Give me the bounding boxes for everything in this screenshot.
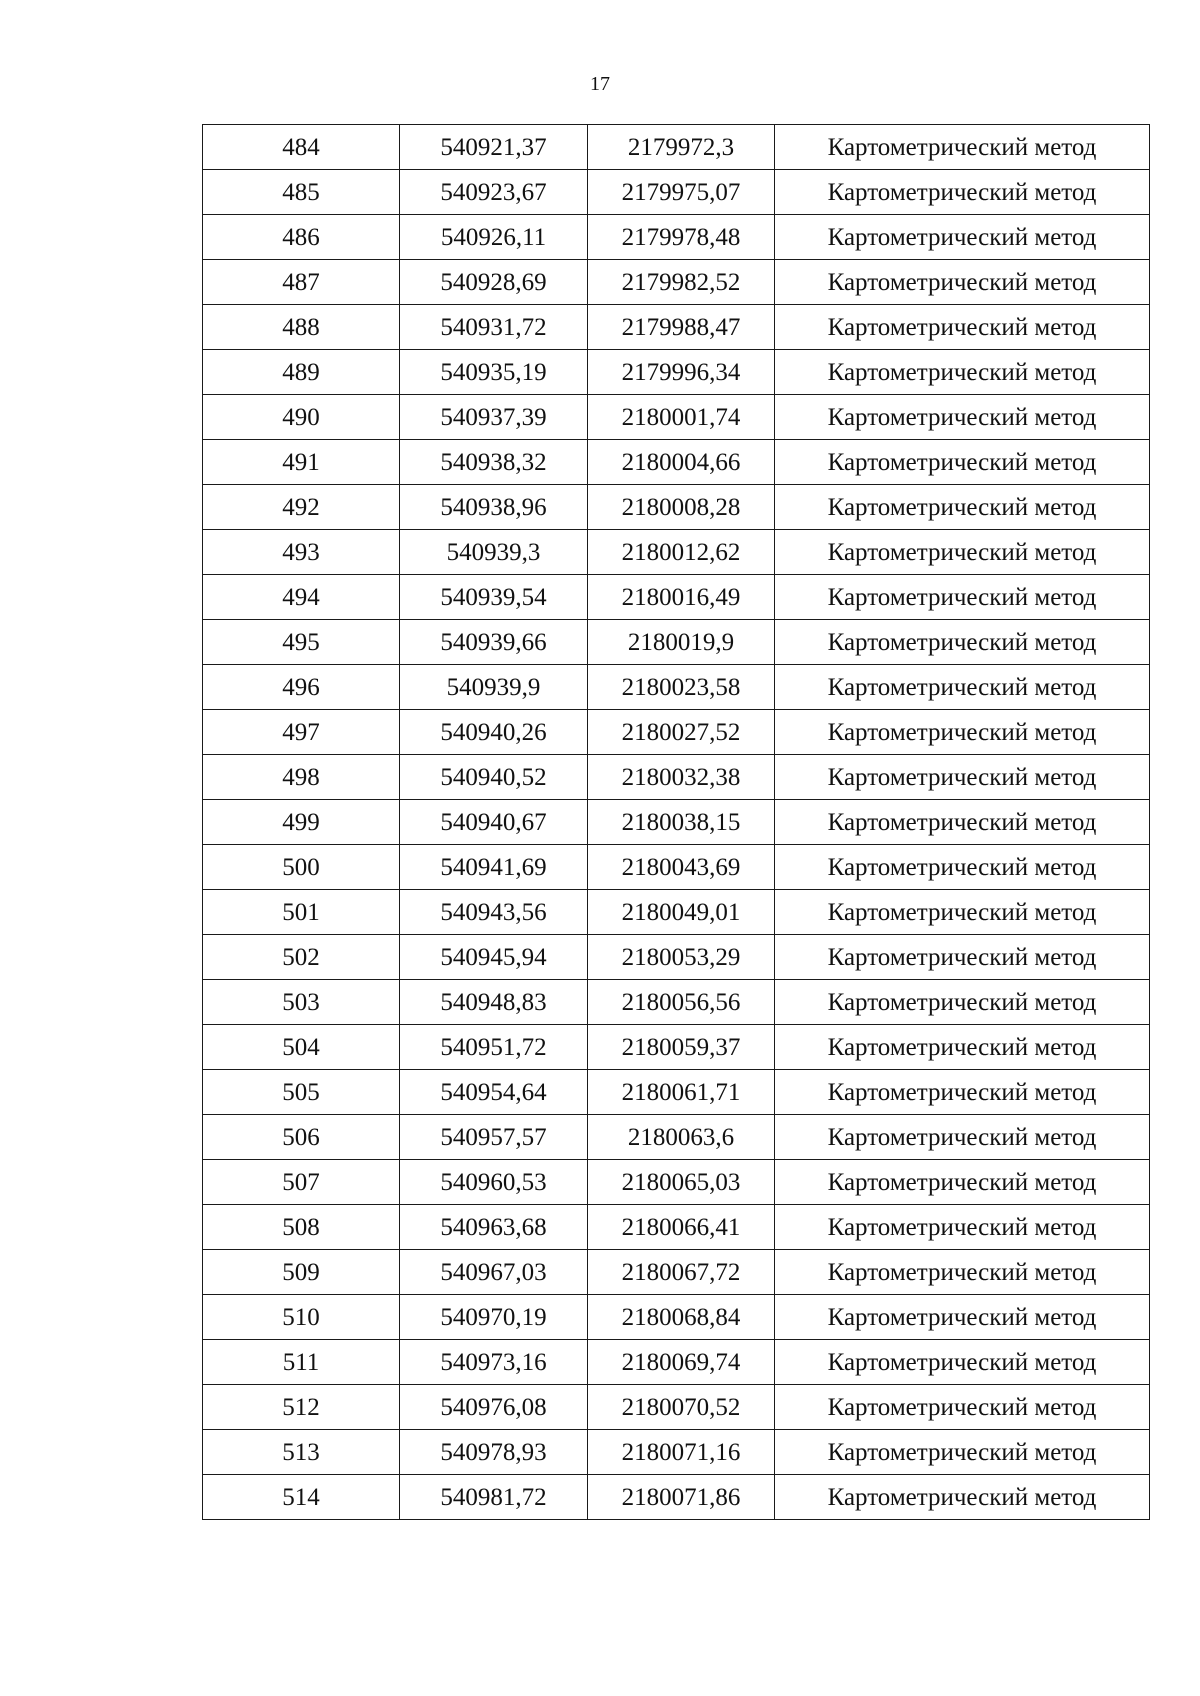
y-coordinate-cell: 2180038,15 (588, 800, 775, 845)
y-coordinate-cell: 2180068,84 (588, 1295, 775, 1340)
x-coordinate-cell: 540938,96 (400, 485, 588, 530)
x-coordinate-cell: 540943,56 (400, 890, 588, 935)
table-row (203, 710, 1150, 755)
y-coordinate-cell: 2180067,72 (588, 1250, 775, 1295)
point-number-cell: 512 (203, 1385, 400, 1430)
y-coordinate-cell: 2180059,37 (588, 1025, 775, 1070)
y-coordinate-cell: 2179978,48 (588, 215, 775, 260)
x-coordinate-cell: 540967,03 (400, 1250, 588, 1295)
method-cell: Картометрический метод (775, 260, 1150, 305)
method-cell: Картометрический метод (775, 935, 1150, 980)
table-row (203, 350, 1150, 395)
point-number-cell: 492 (203, 485, 400, 530)
method-cell: Картометрический метод (775, 665, 1150, 710)
table-row (203, 755, 1150, 800)
point-number-cell: 506 (203, 1115, 400, 1160)
y-coordinate-cell: 2180027,52 (588, 710, 775, 755)
point-number-cell: 502 (203, 935, 400, 980)
y-coordinate-cell: 2180016,49 (588, 575, 775, 620)
method-cell: Картометрический метод (775, 1160, 1150, 1205)
table-row (203, 1115, 1150, 1160)
table-row (203, 215, 1150, 260)
table-row (203, 305, 1150, 350)
x-coordinate-cell: 540973,16 (400, 1340, 588, 1385)
x-coordinate-cell: 540970,19 (400, 1295, 588, 1340)
x-coordinate-cell: 540976,08 (400, 1385, 588, 1430)
method-cell: Картометрический метод (775, 350, 1150, 395)
y-coordinate-cell: 2180070,52 (588, 1385, 775, 1430)
point-number-cell: 510 (203, 1295, 400, 1340)
table-row (203, 1385, 1150, 1430)
x-coordinate-cell: 540941,69 (400, 845, 588, 890)
table-row (203, 575, 1150, 620)
method-cell: Картометрический метод (775, 755, 1150, 800)
point-number-cell: 494 (203, 575, 400, 620)
point-number-cell: 505 (203, 1070, 400, 1115)
point-number-cell: 486 (203, 215, 400, 260)
method-cell: Картометрический метод (775, 575, 1150, 620)
method-cell: Картометрический метод (775, 1430, 1150, 1475)
table-row (203, 800, 1150, 845)
method-cell: Картометрический метод (775, 800, 1150, 845)
point-number-cell: 484 (203, 125, 400, 170)
y-coordinate-cell: 2180056,56 (588, 980, 775, 1025)
x-coordinate-cell: 540939,54 (400, 575, 588, 620)
table-row (203, 1250, 1150, 1295)
y-coordinate-cell: 2180071,16 (588, 1430, 775, 1475)
x-coordinate-cell: 540981,72 (400, 1475, 588, 1520)
y-coordinate-cell: 2179975,07 (588, 170, 775, 215)
y-coordinate-cell: 2179988,47 (588, 305, 775, 350)
point-number-cell: 504 (203, 1025, 400, 1070)
table-row (203, 1430, 1150, 1475)
method-cell: Картометрический метод (775, 1115, 1150, 1160)
y-coordinate-cell: 2180019,9 (588, 620, 775, 665)
point-number-cell: 485 (203, 170, 400, 215)
point-number-cell: 493 (203, 530, 400, 575)
method-cell: Картометрический метод (775, 170, 1150, 215)
y-coordinate-cell: 2180065,03 (588, 1160, 775, 1205)
y-coordinate-cell: 2180066,41 (588, 1205, 775, 1250)
method-cell: Картометрический метод (775, 1070, 1150, 1115)
y-coordinate-cell: 2180071,86 (588, 1475, 775, 1520)
point-number-cell: 490 (203, 395, 400, 440)
x-coordinate-cell: 540939,3 (400, 530, 588, 575)
x-coordinate-cell: 540926,11 (400, 215, 588, 260)
x-coordinate-cell: 540948,83 (400, 980, 588, 1025)
method-cell: Картометрический метод (775, 395, 1150, 440)
y-coordinate-cell: 2180061,71 (588, 1070, 775, 1115)
x-coordinate-cell: 540963,68 (400, 1205, 588, 1250)
y-coordinate-cell: 2180012,62 (588, 530, 775, 575)
point-number-cell: 507 (203, 1160, 400, 1205)
table-row (203, 485, 1150, 530)
table-row (203, 1340, 1150, 1385)
x-coordinate-cell: 540928,69 (400, 260, 588, 305)
table-row (203, 1025, 1150, 1070)
table-row (203, 1160, 1150, 1205)
point-number-cell: 498 (203, 755, 400, 800)
method-cell: Картометрический метод (775, 845, 1150, 890)
method-cell: Картометрический метод (775, 305, 1150, 350)
table-row (203, 935, 1150, 980)
method-cell: Картометрический метод (775, 1295, 1150, 1340)
y-coordinate-cell: 2180004,66 (588, 440, 775, 485)
point-number-cell: 508 (203, 1205, 400, 1250)
table-row (203, 980, 1150, 1025)
method-cell: Картометрический метод (775, 440, 1150, 485)
table-row (203, 260, 1150, 305)
table-row (203, 890, 1150, 935)
y-coordinate-cell: 2180053,29 (588, 935, 775, 980)
point-number-cell: 499 (203, 800, 400, 845)
point-number-cell: 496 (203, 665, 400, 710)
table-row (203, 395, 1150, 440)
y-coordinate-cell: 2180063,6 (588, 1115, 775, 1160)
y-coordinate-cell: 2180049,01 (588, 890, 775, 935)
method-cell: Картометрический метод (775, 125, 1150, 170)
coordinates-table (202, 124, 1150, 1520)
method-cell: Картометрический метод (775, 890, 1150, 935)
point-number-cell: 495 (203, 620, 400, 665)
x-coordinate-cell: 540978,93 (400, 1430, 588, 1475)
point-number-cell: 497 (203, 710, 400, 755)
y-coordinate-cell: 2180043,69 (588, 845, 775, 890)
table-row (203, 170, 1150, 215)
y-coordinate-cell: 2180069,74 (588, 1340, 775, 1385)
y-coordinate-cell: 2179996,34 (588, 350, 775, 395)
x-coordinate-cell: 540938,32 (400, 440, 588, 485)
x-coordinate-cell: 540937,39 (400, 395, 588, 440)
point-number-cell: 489 (203, 350, 400, 395)
table-row (203, 125, 1150, 170)
method-cell: Картометрический метод (775, 1250, 1150, 1295)
table-row (203, 1475, 1150, 1520)
table-row (203, 530, 1150, 575)
x-coordinate-cell: 540923,67 (400, 170, 588, 215)
x-coordinate-cell: 540954,64 (400, 1070, 588, 1115)
y-coordinate-cell: 2180008,28 (588, 485, 775, 530)
x-coordinate-cell: 540939,66 (400, 620, 588, 665)
point-number-cell: 501 (203, 890, 400, 935)
table-row (203, 665, 1150, 710)
method-cell: Картометрический метод (775, 530, 1150, 575)
point-number-cell: 514 (203, 1475, 400, 1520)
x-coordinate-cell: 540945,94 (400, 935, 588, 980)
table-row (203, 1205, 1150, 1250)
method-cell: Картометрический метод (775, 1025, 1150, 1070)
y-coordinate-cell: 2180023,58 (588, 665, 775, 710)
table-row (203, 440, 1150, 485)
page-number: 17 (590, 73, 610, 95)
x-coordinate-cell: 540960,53 (400, 1160, 588, 1205)
y-coordinate-cell: 2179972,3 (588, 125, 775, 170)
x-coordinate-cell: 540940,52 (400, 755, 588, 800)
x-coordinate-cell: 540940,67 (400, 800, 588, 845)
point-number-cell: 491 (203, 440, 400, 485)
point-number-cell: 500 (203, 845, 400, 890)
point-number-cell: 511 (203, 1340, 400, 1385)
x-coordinate-cell: 540931,72 (400, 305, 588, 350)
x-coordinate-cell: 540939,9 (400, 665, 588, 710)
table-row (203, 845, 1150, 890)
y-coordinate-cell: 2179982,52 (588, 260, 775, 305)
method-cell: Картометрический метод (775, 980, 1150, 1025)
table-row (203, 620, 1150, 665)
x-coordinate-cell: 540957,57 (400, 1115, 588, 1160)
point-number-cell: 487 (203, 260, 400, 305)
method-cell: Картометрический метод (775, 1340, 1150, 1385)
x-coordinate-cell: 540940,26 (400, 710, 588, 755)
method-cell: Картометрический метод (775, 620, 1150, 665)
y-coordinate-cell: 2180001,74 (588, 395, 775, 440)
point-number-cell: 513 (203, 1430, 400, 1475)
point-number-cell: 503 (203, 980, 400, 1025)
point-number-cell: 509 (203, 1250, 400, 1295)
x-coordinate-cell: 540921,37 (400, 125, 588, 170)
method-cell: Картометрический метод (775, 1385, 1150, 1430)
y-coordinate-cell: 2180032,38 (588, 755, 775, 800)
table-row (203, 1295, 1150, 1340)
method-cell: Картометрический метод (775, 710, 1150, 755)
coordinates-table-body (203, 125, 1150, 1520)
method-cell: Картометрический метод (775, 485, 1150, 530)
method-cell: Картометрический метод (775, 1475, 1150, 1520)
method-cell: Картометрический метод (775, 215, 1150, 260)
table-row (203, 1070, 1150, 1115)
x-coordinate-cell: 540935,19 (400, 350, 588, 395)
x-coordinate-cell: 540951,72 (400, 1025, 588, 1070)
point-number-cell: 488 (203, 305, 400, 350)
method-cell: Картометрический метод (775, 1205, 1150, 1250)
